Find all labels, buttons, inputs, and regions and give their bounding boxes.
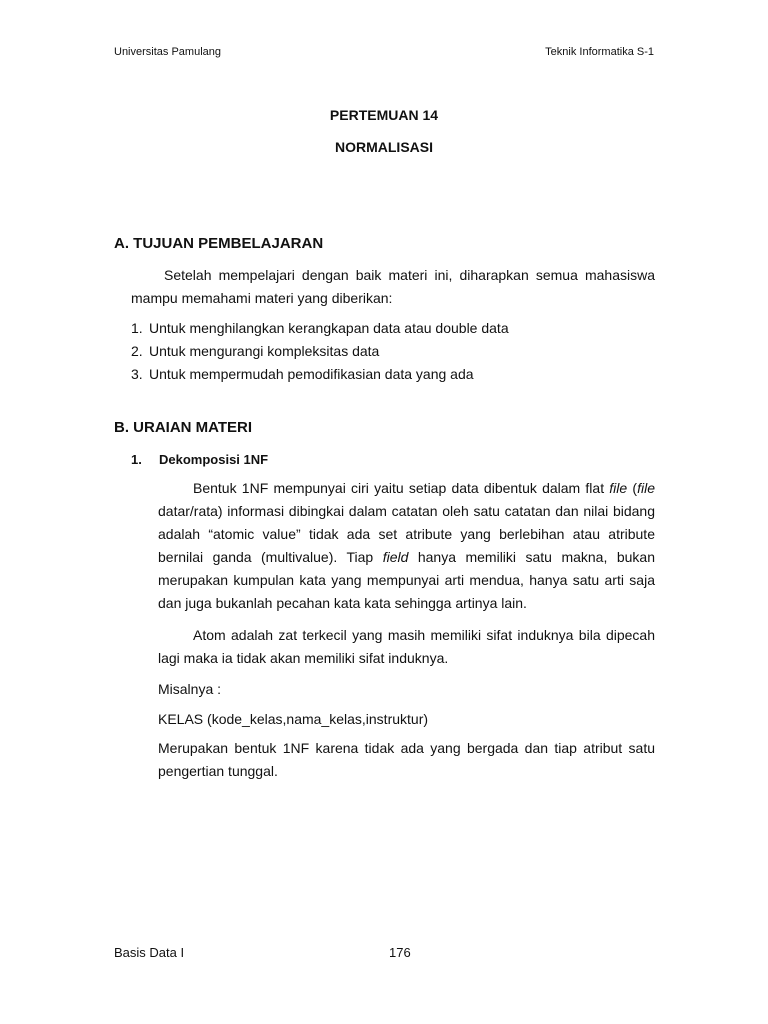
objective-number: 2. xyxy=(131,343,143,359)
header-program: Teknik Informatika S-1 xyxy=(545,46,654,58)
example-relation: KELAS (kode_kelas,nama_kelas,instruktur) xyxy=(158,711,429,727)
objective-number: 3. xyxy=(131,366,143,382)
paragraph-text: ( xyxy=(627,480,638,496)
subsection-heading xyxy=(131,452,268,467)
objective-number: 1. xyxy=(131,320,143,336)
example-label: Misalnya : xyxy=(158,681,222,697)
objective-text: Untuk mempermudah pemodifikasian data yang ada xyxy=(149,366,474,382)
objective-item xyxy=(131,343,379,359)
subsection-number: 1. xyxy=(131,452,142,467)
footer-course: Basis Data I xyxy=(114,945,185,960)
term-file: file xyxy=(609,480,628,496)
paragraph-conclusion: Merupakan bentuk 1NF karena tidak ada yang bergada dan tiap atribut satu pengertian tunggal. xyxy=(158,740,655,779)
page-number: 176 xyxy=(389,945,411,960)
section-a-intro: Setelah mempelajari dengan baik materi ini, diharapkan semua mahasiswa mampu memahami materi yang diberikan: xyxy=(131,267,655,306)
paragraph-1nf xyxy=(158,477,655,615)
header-university: Universitas Pamulang xyxy=(114,46,221,58)
paragraph-atom: Atom adalah zat terkecil yang masih memiliki sifat induknya bila dipecah lagi maka ia tidak akan memiliki sifat induknya. xyxy=(158,627,655,666)
section-b-heading: B. URAIAN MATERI xyxy=(114,419,253,436)
paragraph-text: hanya memiliki satu makna, bukan merupakan kumpulan kata yang mempunyai arti mendua, hanya satu arti saja dan juga bukanlah pecahan kata kata sehingga artinya lain. xyxy=(158,549,655,611)
paragraph-text: Bentuk 1NF mempunyai ciri yaitu setiap data dibentuk dalam flat xyxy=(193,480,610,496)
subsection-title: Dekomposisi 1NF xyxy=(159,452,269,467)
topic-title: NORMALISASI xyxy=(335,139,433,155)
objective-item xyxy=(131,366,474,382)
term-field: field xyxy=(382,549,409,565)
meeting-title: PERTEMUAN 14 xyxy=(329,107,439,123)
objective-text: Untuk menghilangkan kerangkapan data atau double data xyxy=(149,320,509,336)
objective-item xyxy=(131,320,509,336)
paragraph-text: datar/rata) informasi dibingkai dalam catatan oleh satu catatan dan nilai bidang adalah “atomic value” tidak ada set atribute yang berlebihan atau atribute bernilai ganda (multivalue). Tiap xyxy=(158,503,655,565)
section-a-heading: A. TUJUAN PEMBELAJARAN xyxy=(114,235,324,252)
objective-text: Untuk mengurangi kompleksitas data xyxy=(149,343,380,359)
term-file: file xyxy=(637,480,655,496)
